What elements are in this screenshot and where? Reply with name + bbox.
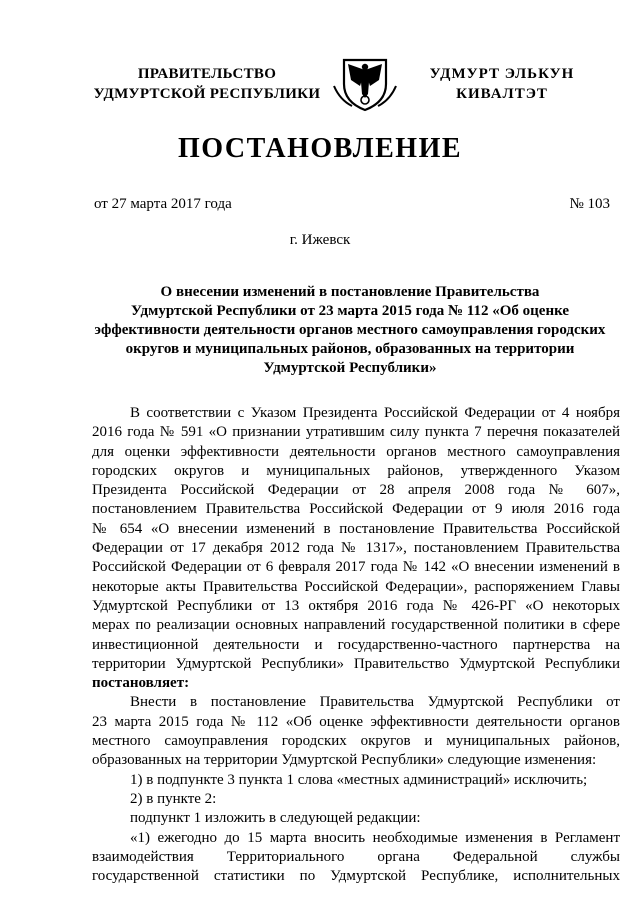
body-line: для оценки эффективности деятельности органов местного самоуправления: [92, 443, 620, 460]
issuer-line-2: УДМУРТСКОЙ РЕСПУБЛИКИ: [93, 86, 321, 102]
body-line: постановлением Правительства Российской Федерации от 9 июля 2016 года: [92, 501, 620, 518]
body-line: 1) в подпункте 3 пункта 1 слова «местных администраций» исключить;: [130, 771, 588, 788]
document-title: ПОСТАНОВЛЕНИЕ: [177, 133, 463, 164]
subject-line: Удмуртской Республики»: [263, 360, 437, 376]
body-line: Федерации от 17 декабря 2012 года № 1317», постановлением Правительства: [92, 540, 620, 557]
document-date: от 27 марта 2017 года: [94, 196, 232, 212]
body-line: местного самоуправления городских округов и муниципальных районов,: [92, 733, 620, 750]
body-line: государственной статистики по Удмуртской Республике, исполнительных: [92, 868, 620, 885]
issuer-name-russian: [92, 64, 322, 104]
subject-line: Удмуртской Республики от 23 марта 2015 года № 112 «Об оценке: [130, 303, 570, 319]
udmurt-emblem-icon: [330, 56, 400, 112]
body-line: № 654 «О внесении изменений в постановление Правительства Российской: [92, 520, 620, 537]
body-line: 2016 года № 591 «О признании утратившим силу пункта 7 перечня показателей: [92, 424, 620, 441]
body-line: Российской Федерации от 6 февраля 2017 года № 142 «О внесении изменений в: [92, 559, 620, 576]
body-line-decree-verb: постановляет:: [92, 675, 190, 692]
subject-line: округов и муниципальных районов, образованных на территории: [125, 341, 575, 357]
body-line: городских округов и муниципальных районов, утвержденного Указом: [92, 462, 620, 479]
document-body: [92, 404, 620, 886]
body-line: 2) в пункте 2:: [130, 790, 217, 807]
body-line: Удмуртской Республики от 13 октября 2016 года № 426-РГ «О некоторых: [92, 597, 620, 614]
document-subject: [80, 283, 620, 378]
body-line: В соответствии с Указом Президента Российской Федерации от 4 ноября: [130, 405, 620, 421]
body-line: некоторые акты Правительства Российской Федерации», распоряжением Главы: [92, 578, 620, 595]
body-line: территории Удмуртской Республики» Правительство Удмуртской Республики: [92, 655, 620, 672]
body-line: образованных на территории Удмуртской Республики» следующие изменения:: [92, 752, 597, 769]
issuer-line-1: ПРАВИТЕЛЬСТВО: [137, 66, 277, 82]
body-line: взаимодействия Территориального органа Федеральной службы: [92, 848, 620, 865]
issuer-name-udmurt: [402, 64, 602, 104]
body-line: «1) ежегодно до 15 марта вносить необходимые изменения в Регламент: [130, 829, 620, 846]
body-line: инвестиционной деятельности и государственно-частного партнерства на: [92, 636, 620, 653]
body-line: Президента Российской Федерации от 28 апреля 2008 года № 607»,: [92, 482, 620, 499]
body-line: 23 марта 2015 года № 112 «Об оценке эффективности деятельности органов: [92, 713, 620, 730]
body-line: Внести в постановление Правительства Удмуртской Республики от: [130, 694, 620, 711]
subject-line: эффективности деятельности органов местного самоуправления городских: [94, 322, 606, 338]
subject-line: О внесении изменений в постановление Правительства: [160, 284, 540, 300]
document-number: № 103: [569, 196, 610, 212]
body-line: подпункт 1 изложить в следующей редакции:: [130, 810, 421, 827]
body-line: мерах по реализации основных направлений государственной политики в сфере: [92, 617, 620, 634]
issuer-udmurt-line-2: КИВАЛТЭТ: [456, 86, 548, 102]
issuer-udmurt-line-1: УДМУРТ ЭЛЬКУН: [429, 66, 575, 82]
document-city: г. Ижевск: [289, 232, 351, 248]
